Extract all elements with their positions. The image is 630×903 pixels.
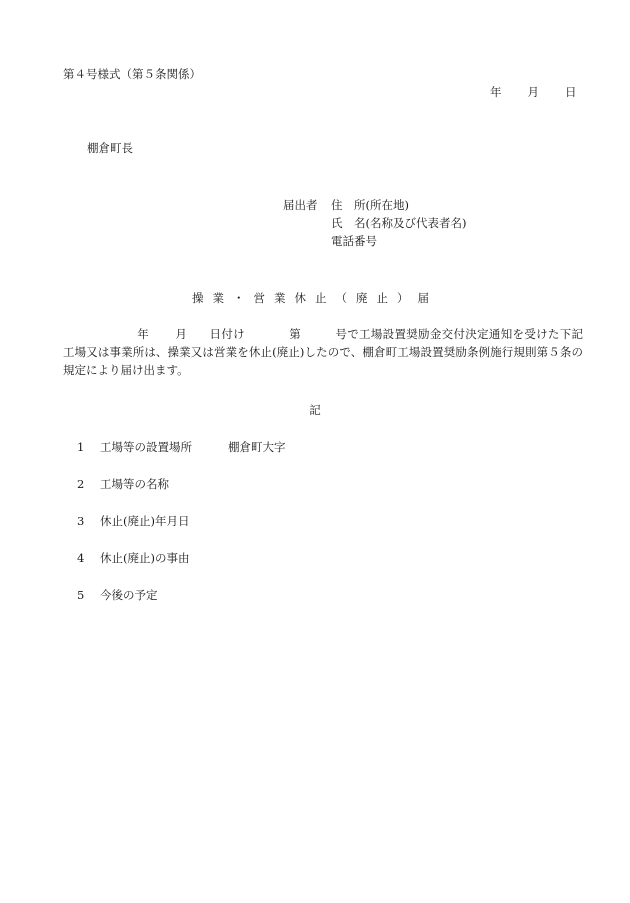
applicant-heading: 届出者 — [283, 198, 318, 212]
applicant-block — [283, 196, 466, 250]
item-label: 工場等の名称 — [100, 477, 169, 491]
list-item — [77, 439, 286, 455]
date-day-label: 日 — [565, 85, 577, 99]
phone-label: 電話番号 — [331, 234, 377, 248]
item-label: 今後の予定 — [100, 588, 158, 602]
addressee: 棚倉町長 — [87, 141, 133, 155]
item-value: 棚倉町大字 — [228, 440, 286, 454]
item-label: 工場等の設置場所 — [100, 440, 192, 454]
body-date-suffix: 日付け — [209, 327, 245, 341]
item-number: 5 — [77, 588, 85, 602]
body-dai: 第 — [288, 327, 302, 341]
ki-heading: 記 — [309, 403, 321, 417]
form-label: 第４号様式（第５条関係） — [63, 67, 201, 81]
date-line — [490, 84, 577, 100]
list-item — [77, 550, 189, 566]
list-item — [77, 587, 158, 603]
body-month: 月 — [175, 327, 188, 341]
item-number: 1 — [77, 440, 85, 454]
item-number: 2 — [77, 477, 85, 491]
list-item — [77, 476, 169, 492]
name-label: 氏 名(名称及び代表者名) — [331, 216, 467, 230]
item-number: 4 — [77, 551, 85, 565]
date-year-label: 年 — [490, 85, 502, 99]
body-year: 年 — [137, 327, 150, 341]
item-label: 休止(廃止)年月日 — [100, 514, 190, 528]
item-number: 3 — [77, 514, 85, 528]
list-item — [77, 513, 189, 529]
body-text: 号で工場設置奨励金交付決定通知を受けた下記工場又は事業所は、操業又は営業を休止(廃止)したので、棚倉町工場設置奨励条例施行規則第５条の規定により届け出ます。 — [63, 327, 584, 377]
document-title: 操業・営業休止（廃止）届 — [192, 291, 438, 305]
address-label: 住 所(所在地) — [331, 198, 409, 212]
date-month-label: 月 — [527, 85, 539, 99]
body-paragraph — [63, 325, 583, 379]
item-label: 休止(廃止)の事由 — [100, 551, 190, 565]
